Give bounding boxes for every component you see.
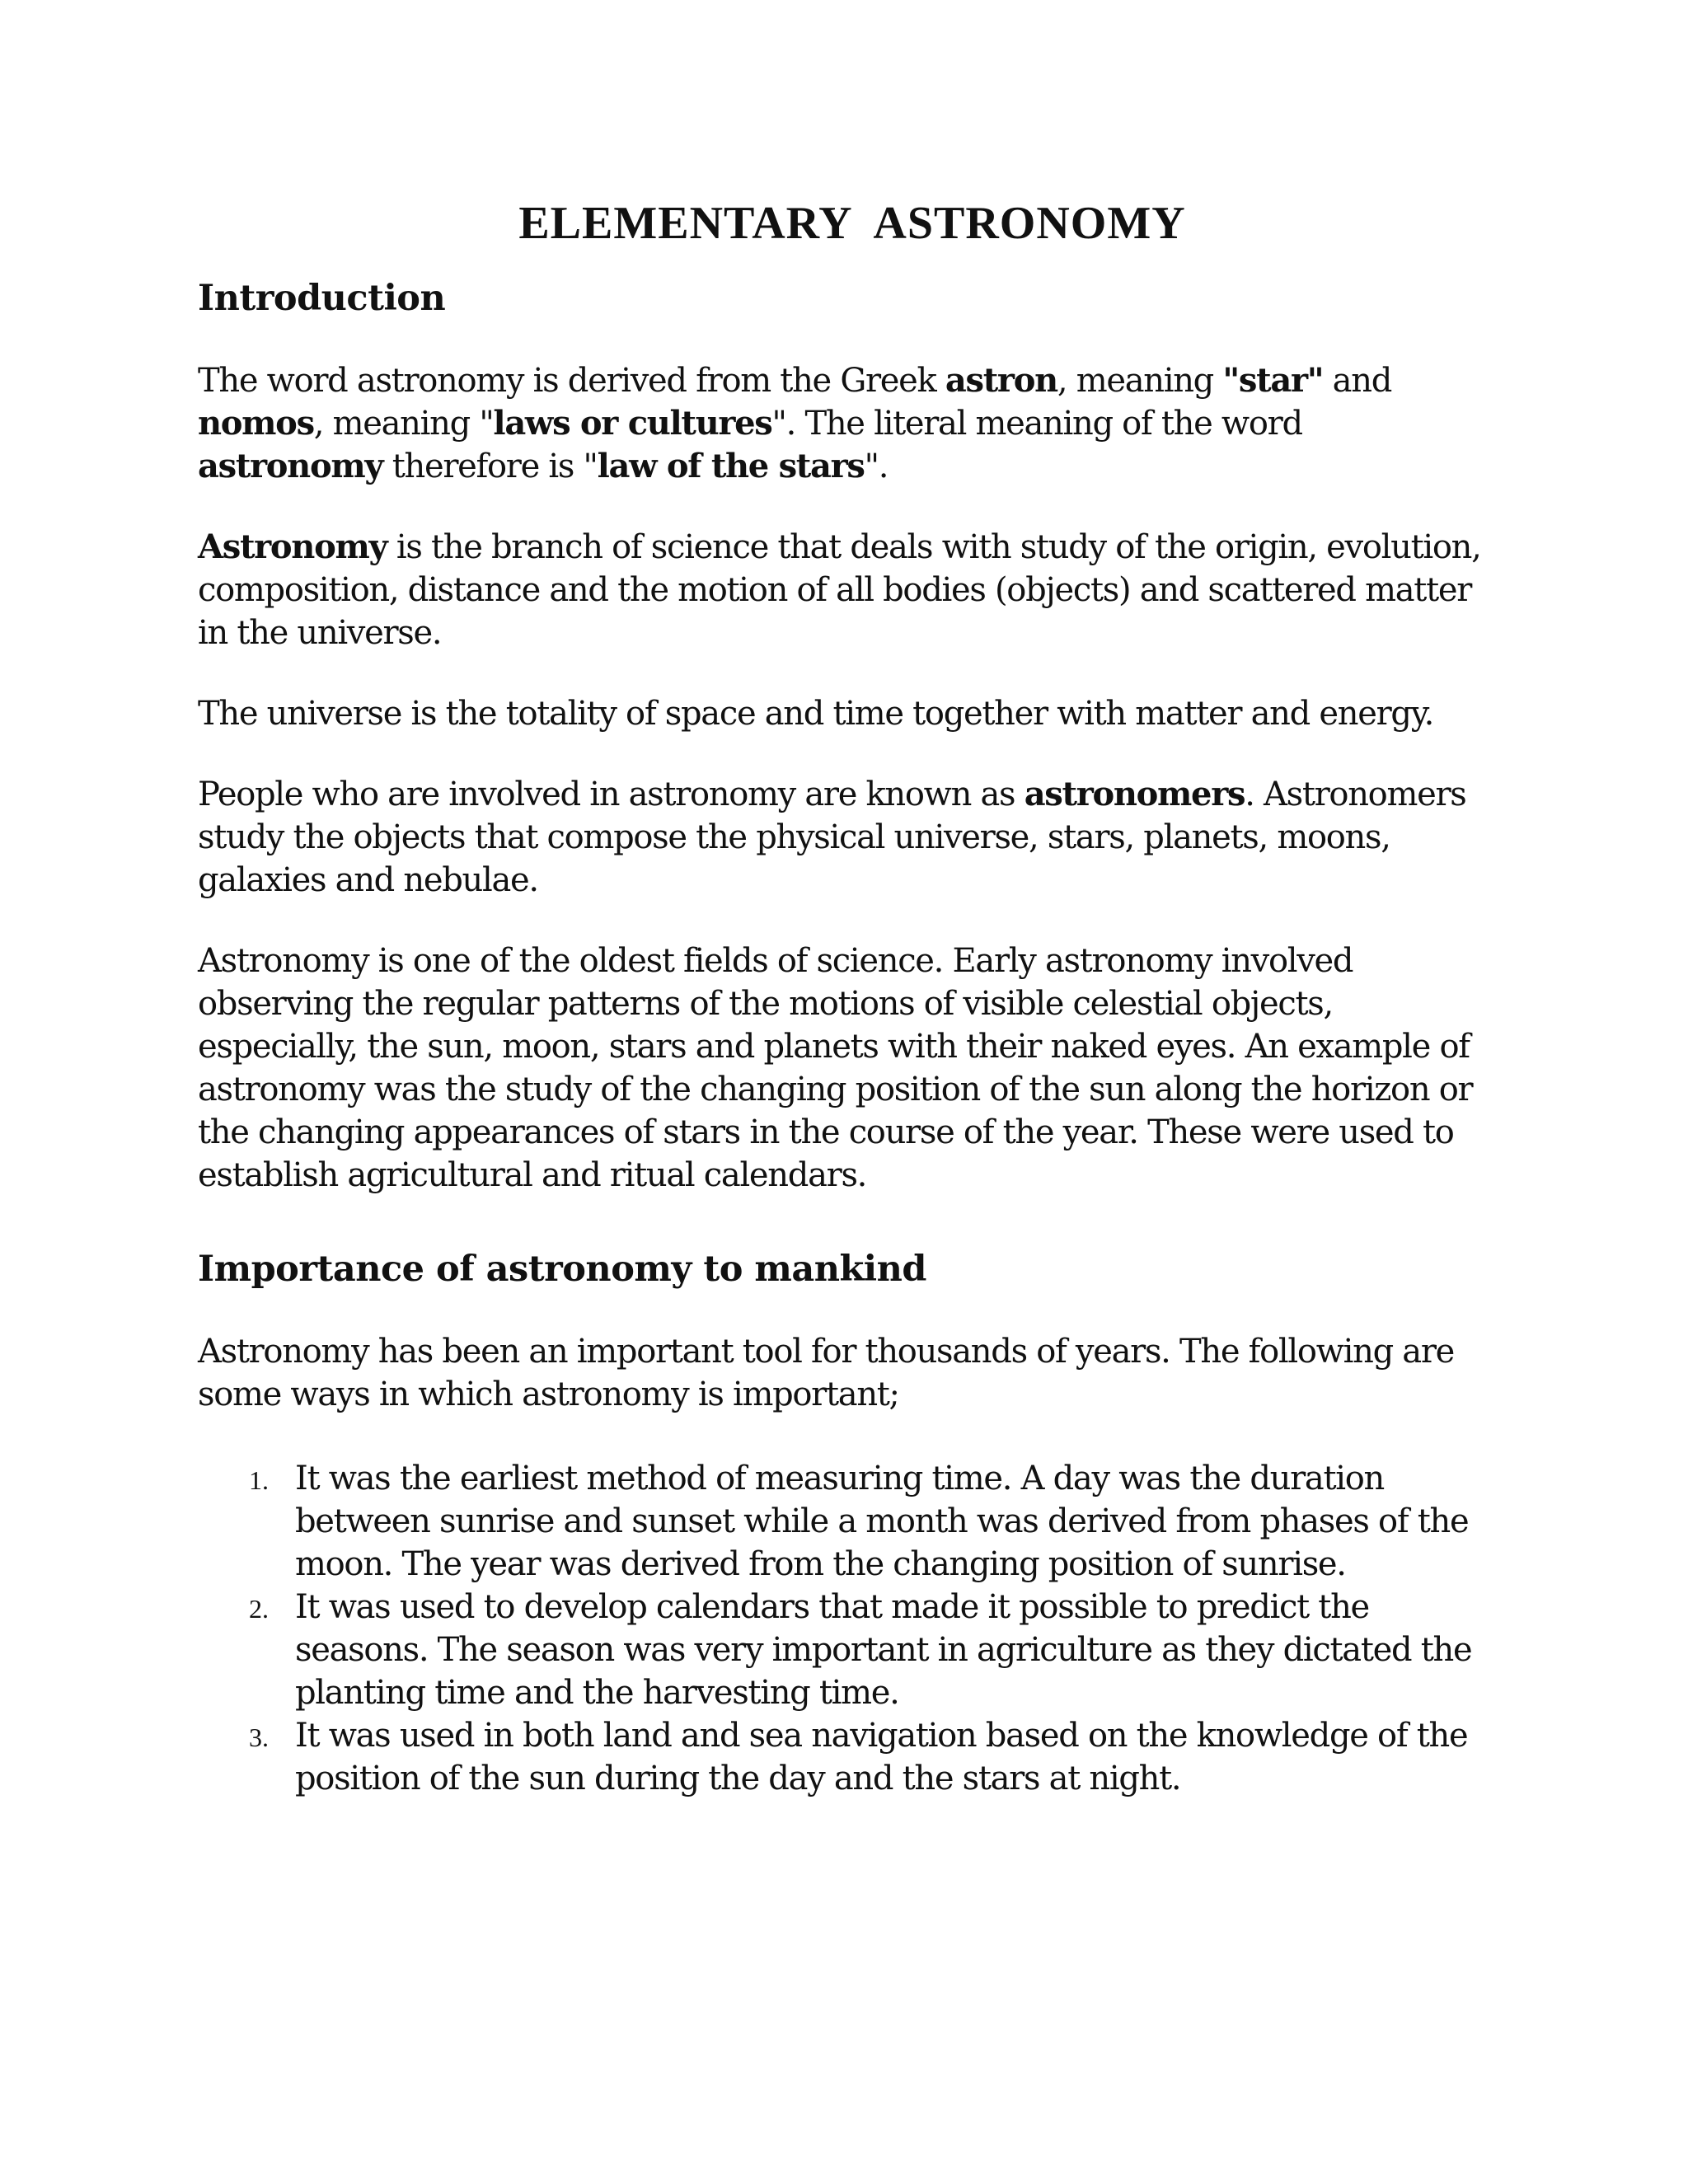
- list-item-number: 1.: [249, 1465, 269, 1495]
- paragraph-definition: Astronomy is the branch of science that deals with study of the origin, evolution, composition, distance and the motion of all bodies (objects) and scattered matter in the universe.: [198, 527, 1481, 652]
- paragraph-etymology: The word astronomy is derived from the Greek astron, meaning "star" and nomos, meaning "laws or cultures". The literal meaning of the word astronomy therefore is "law of the stars".: [198, 361, 1391, 485]
- list-item-text: It was used to develop calendars that made it possible to predict the seasons. The season was very important in agriculture as they dictated the planting time and the harvesting time.: [295, 1588, 1472, 1712]
- page-title: ELEMENTARY ASTRONOMY: [518, 198, 1186, 249]
- list-item-number: 2.: [249, 1594, 269, 1624]
- section-heading-importance: Importance of astronomy to mankind: [198, 1249, 926, 1290]
- list-item: [198, 1714, 1482, 1800]
- paragraph-astronomers: People who are involved in astronomy are known as astronomers. Astronomers study the objects that compose the physical universe, stars, planets, moons, galaxies and nebulae.: [198, 775, 1466, 899]
- list-item-text: It was used in both land and sea navigation based on the knowledge of the position of the sun during the day and the stars at night.: [295, 1717, 1468, 1797]
- paragraph-importance-intro: Astronomy has been an important tool for thousands of years. The following are some ways in which astronomy is important;: [198, 1333, 1455, 1413]
- paragraph-universe: The universe is the totality of space and time together with matter and energy.: [198, 695, 1434, 733]
- paragraph-history: Astronomy is one of the oldest fields of science. Early astronomy involved observing the regular patterns of the motions of visible celestial objects, especially, the sun, moon, stars and planets with their naked eyes. An example of astronomy was the study of the changing position of the sun along the horizon or the changing appearances of stars in the course of the year. These were used to establish agricultural and ritual calendars.: [198, 942, 1473, 1194]
- importance-list: [198, 1457, 1482, 1800]
- list-item: [198, 1457, 1482, 1586]
- list-item-number: 3.: [249, 1722, 269, 1752]
- list-item: [198, 1586, 1482, 1714]
- section-heading-introduction: Introduction: [198, 278, 446, 319]
- list-item-text: It was the earliest method of measuring time. A day was the duration between sunrise and sunset while a month was derived from phases of the moon. The year was derived from the changing position of sunrise.: [295, 1460, 1469, 1583]
